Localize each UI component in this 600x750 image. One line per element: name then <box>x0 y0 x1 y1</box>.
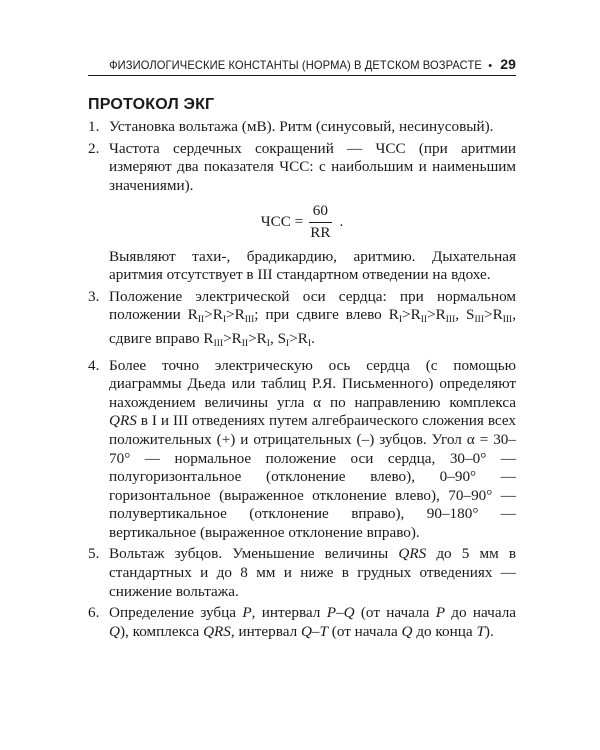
item-text: Установка вольтажа (мВ). Ритм (синусовый, несинусовый). <box>109 118 494 135</box>
running-head-title: ФИЗИОЛОГИЧЕСКИЕ КОНСТАНТЫ (НОРМА) В ДЕТСКОМ ВОЗРАСТЕ <box>109 58 483 72</box>
item-text: Вольтаж зубцов. Уменьшение величины QRS до 5 мм в стандартных и до 8 мм и ниже в грудных отведениях — снижение вольтажа. <box>109 545 516 600</box>
formula-fraction <box>306 202 334 242</box>
item-number: 6. <box>88 604 100 622</box>
item-paragraph: Выявляют тахи-, брадикардию, аритмию. Дыхательная аритмия отсутствует в III стандартном отведении на вдохе. <box>109 247 516 284</box>
formula-numerator: 60 <box>309 202 332 223</box>
list-item <box>88 140 516 285</box>
formula-lhs: ЧСС = <box>260 213 304 231</box>
list-item <box>88 357 516 543</box>
formula-denominator: RR <box>310 223 331 241</box>
list-item <box>88 604 516 641</box>
item-number: 5. <box>88 545 100 563</box>
formula-tail: . <box>339 213 344 231</box>
item-text: Определение зубца P, интервал P–Q (от начала P до начала Q), комплекса QRS, интервал Q–T (от начала Q до конца T). <box>109 604 517 640</box>
heart-rate-formula <box>88 202 516 242</box>
section-title: ПРОТОКОЛ ЭКГ <box>88 96 215 113</box>
item-text: Положение электрической оси сердца: при нормальном положении $R_{II}>R_I>R_{III}$; при сдвиге влево $R_I>R_{II}>R_{III}$, $S_{III}>R_{III}$, сдвиге вправо $R_{III}>R_{II}>R_I$, $S_I>R_I$. <box>109 287 516 349</box>
item-number: 4. <box>88 356 100 374</box>
running-head <box>88 56 516 76</box>
item-number: 3. <box>88 287 100 305</box>
running-head-bullet: • <box>488 60 493 72</box>
item-number: 2. <box>88 139 100 157</box>
protocol-list <box>88 118 516 641</box>
list-item <box>88 288 516 354</box>
list-item <box>88 118 516 137</box>
page <box>88 56 516 641</box>
page-number: 29 <box>500 56 516 72</box>
item-text: Частота сердечных сокращений — ЧСС (при аритмии измеряют два показателя ЧСС: с наибольшим и наименьшим значениями). <box>109 139 516 194</box>
item-number: 1. <box>88 118 100 135</box>
list-item <box>88 545 516 601</box>
item-text: Более точно электрическую ось сердца (с помощью диаграммы Дьеда или таблиц Р.Я. Письменного) определяют нахождением величины угла α по направлению комплекса QRS в I и III отведениях путем алгебраического сложения всех положительных (+) и отрицательных (–) зубцов. Угол α = 30–70° — нормальное положение оси сердца, 30–0° — полугоризонтальное (отклонение влево), 0–90° — горизонтальное (выраженное отклонение влево), 70–90° — полувертикальное (отклонение вправо), 90–180° — вертикальное (выраженное отклонение вправо). <box>109 356 516 541</box>
